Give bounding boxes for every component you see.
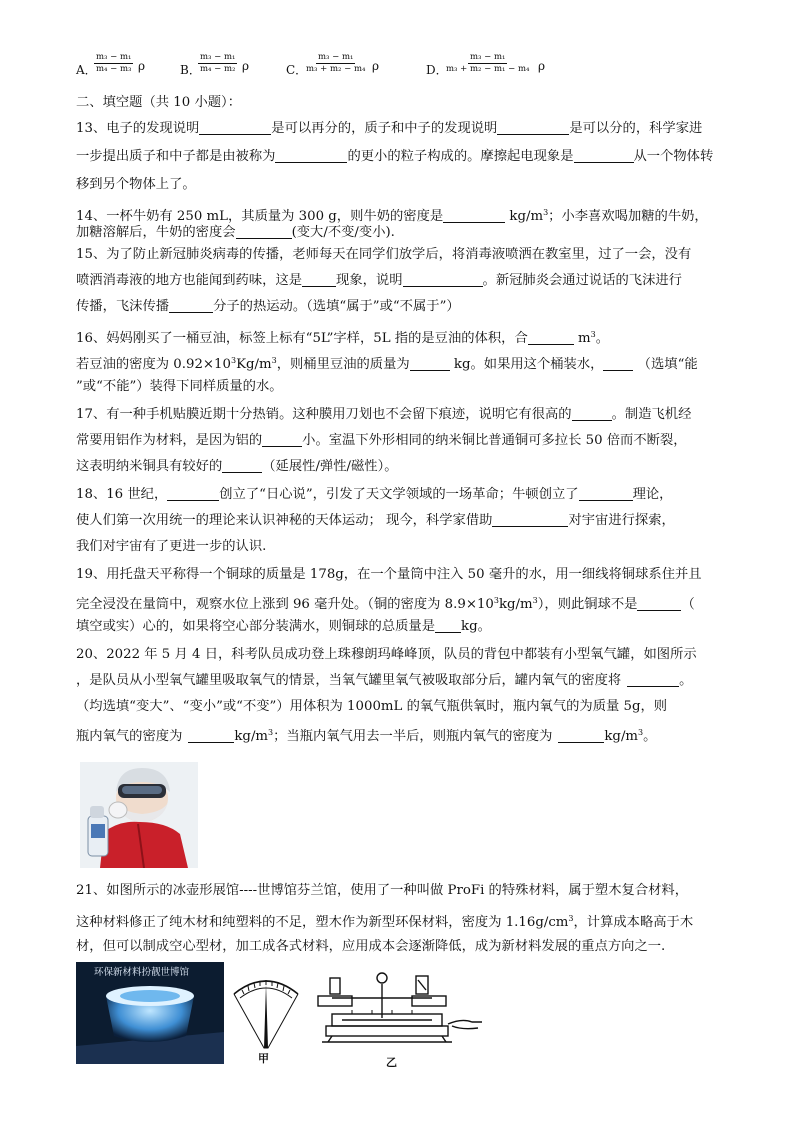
question-21-line-3: 材，但可以制成空心型材，加工成各式材料，应用成本会逐渐降低，成为新材料发展的重点方向之一. xyxy=(76,939,666,954)
question-13-line-1: 13、电子的发现说明 是可以再分的，质子和中子的发现说明 是可以分的，科学家进 xyxy=(76,116,702,142)
answer-blank[interactable] xyxy=(574,146,634,163)
answer-blank[interactable] xyxy=(222,456,262,473)
question-19-line-2: 完全浸没在量筒中，观察水位上涨到 96 毫升处。（铜的密度为 $8.9\times 10^3kg/m^3$），则此铜球不是 （ xyxy=(76,596,695,612)
answer-blank[interactable] xyxy=(403,270,483,287)
question-15-line-3: 传播，飞沫传播 分子的热运动。（选填“属于”或“不属于”） xyxy=(76,294,460,320)
question-20-line-4: 瓶内氧气的密度为 $kg/m^3$；当瓶内氧气用去一半后，则瓶内氧气的密度为 $kg/m^3$。 xyxy=(76,728,657,744)
answer-blank[interactable] xyxy=(558,726,604,743)
option-letter: D． xyxy=(426,63,448,77)
option-letter: B． xyxy=(180,63,201,77)
answer-blank[interactable] xyxy=(167,484,219,501)
climber-illustration xyxy=(80,762,198,868)
answer-blank[interactable] xyxy=(188,726,234,743)
answer-blank[interactable] xyxy=(199,118,271,135)
label-yi: 乙 xyxy=(386,1056,397,1068)
question-13-line-3: 移到另个物体上了。 xyxy=(76,177,196,192)
option-d[interactable]: D． $\frac{\text{m₃ − m₁}}{\text{m₃ + m₂ − m₁ − m₄}}$ ρ xyxy=(426,52,546,77)
option-fraction: $\frac{\text{m₃ − m₁}}{\text{m₄ − m₃}}$ xyxy=(96,52,132,74)
answer-blank[interactable] xyxy=(572,404,612,421)
option-letter: C． xyxy=(286,63,308,77)
question-14-line-2: 加糖溶解后，牛奶的密度会 (变大/不变/变小). xyxy=(76,220,395,246)
answer-blank[interactable] xyxy=(236,222,292,239)
option-b[interactable]: B． $\frac{\text{m₃ − m₁}}{\text{m₄ − m₂}}$ ρ xyxy=(180,52,250,77)
answer-blank[interactable] xyxy=(275,146,347,163)
question-19-line-3: 填空或实）心的，如果将空心部分装满水，则铜球的总质量是 kg。 xyxy=(76,614,491,640)
section-title: 二、填空题（共 10 小题）： xyxy=(76,95,241,110)
oxygen-climber-photo xyxy=(80,762,198,868)
question-19-line-1: 19、用托盘天平称得一个铜球的质量是 178g，在一个量筒中注入 50 毫升的水，用一细线将铜球系住并且 xyxy=(76,567,702,582)
answer-blank[interactable] xyxy=(627,670,679,687)
answer-blank[interactable] xyxy=(528,328,574,345)
answer-blank[interactable] xyxy=(492,510,568,527)
answer-blank[interactable] xyxy=(262,430,302,447)
pavilion-caption: 环保新材料扮靓世博馆 xyxy=(94,967,190,978)
question-18-line-1: 18、16 世纪， 创立了“日心说”，引发了天文学领域的一场革命；牛顿创立了 理论， xyxy=(76,482,672,508)
question-20-line-2: ，是队员从小型氧气罐里吸取氧气的情景，当氧气罐里氧气被吸取部分后，罐内氧气的密度将 。 xyxy=(76,668,692,694)
answer-blank[interactable] xyxy=(579,484,633,501)
answer-blank[interactable] xyxy=(603,354,633,371)
question-18-line-2: 使人们第一次用统一的理论来认识神秘的天体运动； 现今，科学家借助 对宇宙进行探索， xyxy=(76,508,675,534)
option-c[interactable]: C． $\frac{\text{m₃ − m₁}}{\text{m₃ + m₂ − m₄}}$ ρ xyxy=(286,52,380,77)
figure-yi xyxy=(312,966,488,1068)
answer-options xyxy=(76,50,716,84)
question-21-line-2: 这种材料修正了纯木材和纯塑料的不足，塑木作为新型环保材料，密度为 $1.16g/cm^3$，计算成本略高于木 xyxy=(76,914,694,930)
answer-blank[interactable] xyxy=(497,118,569,135)
answer-blank[interactable] xyxy=(443,206,505,223)
balance-diagram xyxy=(312,966,488,1052)
gauge-diagram xyxy=(230,970,302,1050)
answer-blank[interactable] xyxy=(169,296,213,313)
question-17-line-2: 常要用铝作为材料，是因为铝的 小。室温下外形相同的纳米铜比普通铜可多拉长 50 倍而不断裂， xyxy=(76,428,687,454)
figure-jia xyxy=(230,970,302,1068)
answer-blank[interactable] xyxy=(435,616,461,633)
question-17-line-1: 17、有一种手机贴膜近期十分热销。这种膜用刀划也不会留下痕迹，说明它有很高的 。制造飞机经 xyxy=(76,402,691,428)
answer-blank[interactable] xyxy=(637,594,681,611)
option-a[interactable]: A． $\frac{\text{m₃ − m₁}}{\text{m₄ − m₃}}$ ρ xyxy=(76,52,146,77)
question-20-line-3: （均选填“变大”、“变小”或“不变”）用体积为 1000mL 的氧气瓶供氧时，瓶内氧气的为质量 5g，则 xyxy=(76,699,668,714)
option-fraction: $\frac{\text{m₃ − m₁}}{\text{m₃ + m₂ − m₄}}$ xyxy=(306,52,366,74)
option-fraction: $\frac{\text{m₃ − m₁}}{\text{m₄ − m₂}}$ xyxy=(200,52,236,74)
question-16-line-2: 若豆油的密度为 $0.92\times 10^3Kg/m^3$，则桶里豆油的质量为 kg。如果用这个桶装水， （选填“能 xyxy=(76,356,698,372)
option-letter: A． xyxy=(76,63,97,77)
question-15-line-2: 喷洒消毒液的地方也能闻到药味，这是 现象，说明 。新冠肺炎会通过说话的飞沫进行 xyxy=(76,268,682,294)
question-20-line-1: 20、2022 年 5 月 4 日，科考队员成功登上珠穆朗玛峰峰顶，队员的背包中都装有小型氧气罐，如图所示 xyxy=(76,647,697,662)
question-18-line-3: 我们对宇宙有了更进一步的认识. xyxy=(76,539,267,554)
question-13-line-2: 一步提出质子和中子都是由被称为 的更小的粒子构成的。摩擦起电现象是 从一个物体转 xyxy=(76,144,713,170)
question-17-line-3: 这表明纳米铜具有较好的 （延展性/弹性/磁性）。 xyxy=(76,454,398,480)
answer-blank[interactable] xyxy=(410,354,450,371)
question-14-line-1: 14、一杯牛奶有 250 mL，其质量为 300 g，则牛奶的密度是 $kg/m^3$；小李喜欢喝加糖的牛奶， xyxy=(76,208,708,224)
option-fraction: $\frac{\text{m₃ − m₁}}{\text{m₃ + m₂ − m₁ − m₄}}$ xyxy=(446,52,530,74)
question-16-line-3: ”或“不能”）装得下同样质量的水。 xyxy=(76,379,283,394)
question-21-line-1: 21、如图所示的冰壶形展馆----世博馆芬兰馆，使用了一种叫做 ProFi 的特殊材料，属于塑木复合材料， xyxy=(76,883,689,898)
label-jia: 甲 xyxy=(258,1052,269,1065)
answer-blank[interactable] xyxy=(302,270,336,287)
pavilion-photo xyxy=(76,962,224,1064)
question-15-line-1: 15、为了防止新冠肺炎病毒的传播，老师每天在同学们放学后，将消毒液喷洒在教室里，过了一会，没有 xyxy=(76,247,692,262)
question-16-line-1: 16、妈妈刚买了一桶豆油，标签上标有“5L”字样，5L 指的是豆油的体积，合 $m^3$。 xyxy=(76,330,609,346)
